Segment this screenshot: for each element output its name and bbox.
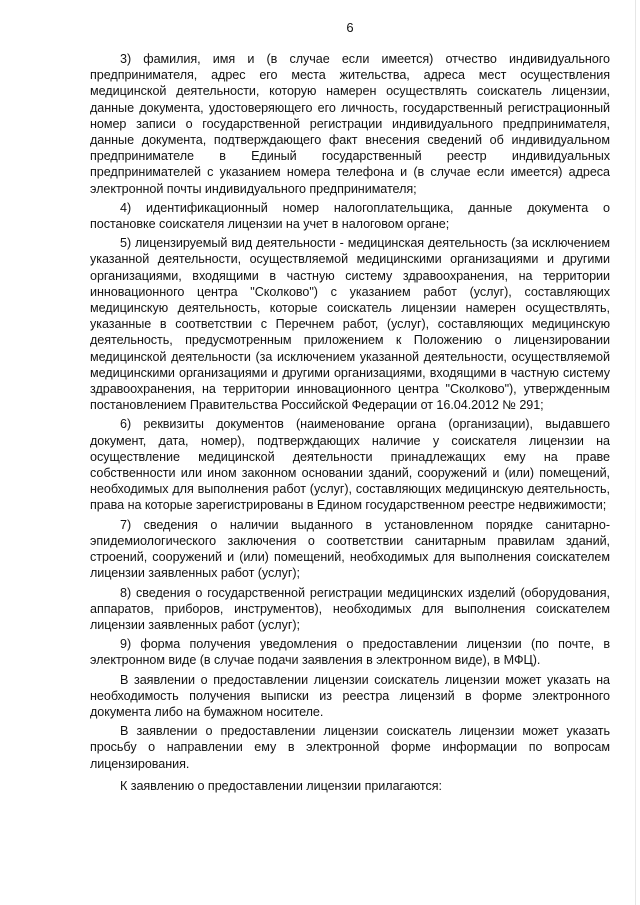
paragraph-attachments-intro: К заявлению о предоставлении лицензии прилагаются: [120,778,442,793]
paragraph-extract-note: В заявлении о предоставлении лицензии соискатель лицензии может указать на необходимость получения выписки из реестра лицензий в форме электронного документа либо на бумажном носителе. [90,672,610,719]
paragraph-item-8: 8) сведения о государственной регистрации медицинских изделий (оборудования, аппаратов, приборов, инструментов), необходимых для выполнения соискателем лицензии заявленных работ (услуг); [90,585,610,632]
paragraph-item-9: 9) форма получения уведомления о предоставлении лицензии (по почте, в электронном виде (в случае подачи заявления в электронном виде), в МФЦ). [90,637,610,668]
paragraph-item-5: 5) лицензируемый вид деятельности - медицинская деятельность (за исключением указанной деятельности, осуществляемой медицинскими организациями и другими организациями, входящими в частную систему здравоохранения, на территории инновационного центра "Сколково") с указанием работ (услуг), составляющих медицинскую деятельность, которые соискатель лицензии намерен осуществлять, указанные в соответствии с Перечнем работ, (услуг), составляющих медицинскую деятельность, предусмотренным приложением к Положению о лицензировании медицинской деятельности (за исключением указанной деятельности, осуществляемой медицинскими организациями и другими организациями, входящими в частную систему здравоохранения, на территории инновационного центра "Сколково"), утвержденным постановлением Правительства Российской Федерации от 16.04.2012 № 291; [90,236,610,413]
paragraph-item-6: 6) реквизиты документов (наименование органа (организации), выдавшего документ, дата, номер), подтверждающих наличие у соискателя лицензии на осуществление медицинской деятельности принадлежащих ему на праве собственности или ином законном основании зданий, сооружений и (или) помещений, необходимых для выполнения работ (услуг), составляющих медицинскую деятельность, права на которые зарегистрированы в Едином государственном реестре недвижимости; [90,417,610,513]
scan-edge-line [635,0,636,905]
paragraph-item-3: 3) фамилия, имя и (в случае если имеется) отчество индивидуального предпринимателя, адрес его места жительства, адреса мест осуществления медицинской деятельности, которую намерен осуществлять соискатель лицензии, данные документа, удостоверяющего его личность, государственный регистрационный номер записи о государственной регистрации индивидуального предпринимателя, данные документа, подтверждающего факт внесения сведений об индивидуальном предпринимателе в Единый государственный реестр индивидуальных предпринимателей с указанием номера телефона и (в случае если имеется) адреса электронной почты индивидуального предпринимателя; [90,52,610,196]
page-number: 6 [346,20,354,35]
paragraph-item-7: 7) сведения о наличии выданного в установленном порядке санитарно-эпидемиологического заключения о соответствии санитарным правилам зданий, строений, сооружений и (или) помещений, необходимых для выполнения соискателем лицензии заявленных работ (услуг); [90,517,610,581]
paragraph-electronic-info-note: В заявлении о предоставлении лицензии соискатель лицензии может указать просьбу о направлении ему в электронной форме информации по вопросам лицензирования. [90,724,610,771]
paragraph-item-4: 4) идентификационный номер налогоплательщика, данные документа о постановке соискателя лицензии на учет в налоговом органе; [90,200,610,232]
